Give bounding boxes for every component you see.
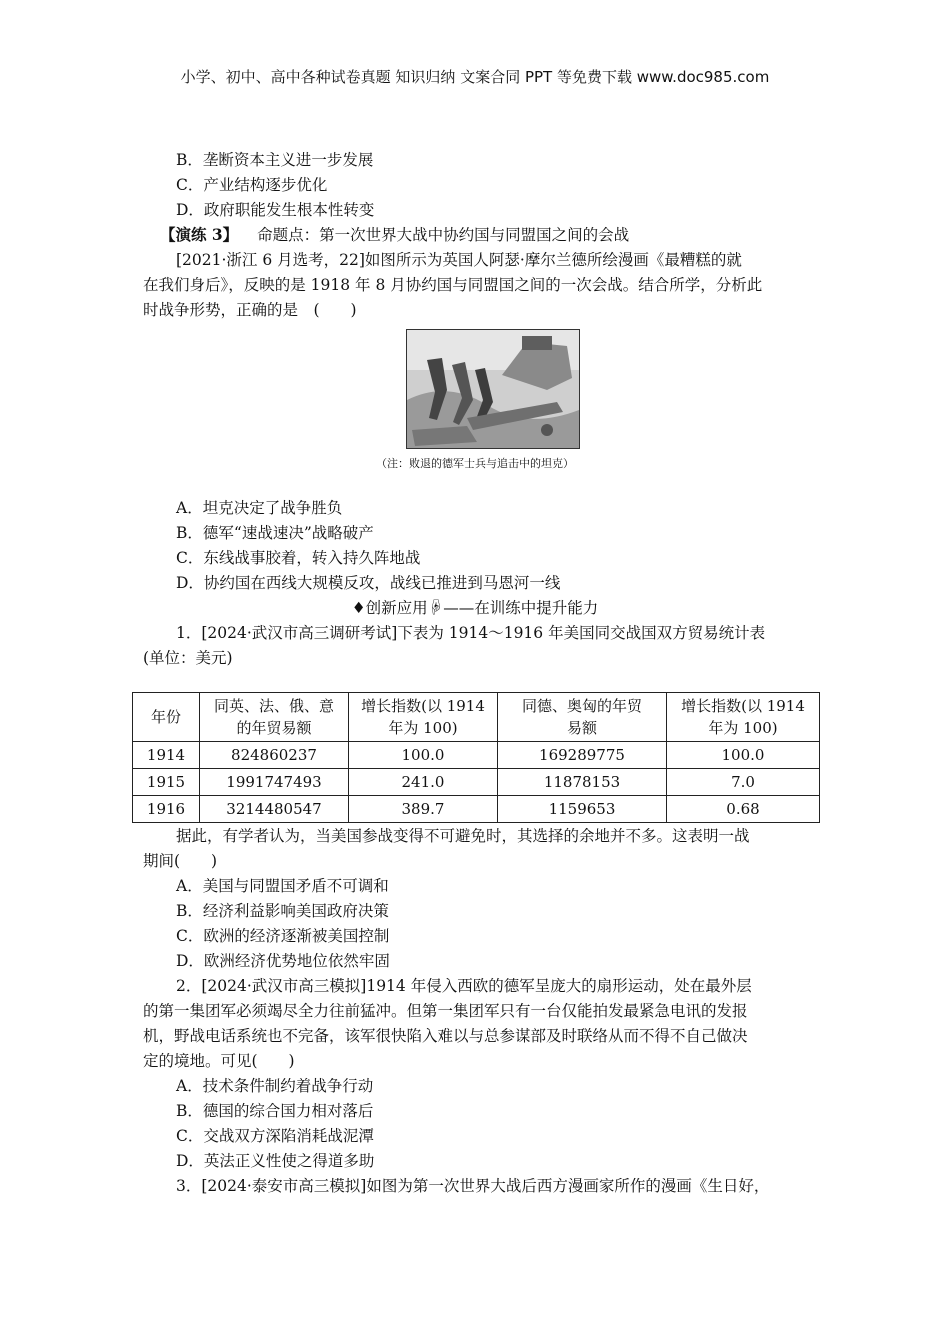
- prev-option-b: B．垄断资本主义进一步发展: [176, 151, 374, 169]
- cell: 389.7: [349, 796, 498, 823]
- col-allies-index: 增长指数(以 1914 年为 100): [349, 693, 498, 742]
- col-year: 年份: [133, 693, 200, 742]
- table-row: [133, 796, 820, 823]
- cell: 1916: [133, 796, 200, 823]
- q1-option-c: C．欧洲的经济逐渐被美国控制: [176, 927, 390, 945]
- drill3-option-c: C．东线战事胶着，转入持久阵地战: [176, 549, 421, 567]
- cell: 3214480547: [200, 796, 349, 823]
- table-row: [133, 769, 820, 796]
- section-title: 创新应用: [365, 599, 428, 617]
- prev-option-c: C．产业结构逐步优化: [176, 176, 328, 194]
- drill3-label: 【演练 3】: [160, 225, 239, 244]
- q1-stem-line2: (单位：美元): [143, 649, 233, 667]
- q1-after-line2: 期间( ): [143, 852, 218, 870]
- section-subtitle: ——在训练中提升能力: [443, 599, 599, 617]
- cell: 169289775: [498, 742, 667, 769]
- q1-option-d: D．欧洲经济优势地位依然牢固: [176, 952, 390, 970]
- drill3-option-d: D．协约国在西线大规模反攻，战线已推进到马恩河一线: [176, 574, 561, 592]
- q3-stem-line1: 3．[2024·泰安市高三模拟]如图为第一次世界大战后西方漫画家所作的漫画《生日好，: [176, 1177, 770, 1195]
- site-banner: 小学、初中、高中各种试卷真题 知识归纳 文案合同 PPT 等免费下载 www.doc985.com: [180, 68, 770, 86]
- cartoon-image: [406, 329, 580, 449]
- q2-stem-line2: 的第一集团军必须竭尽全力往前猛冲。但第一集团军只有一台仅能拍发最紧急电讯的发报: [143, 1002, 748, 1020]
- trade-table: [132, 692, 820, 823]
- cell: 1915: [133, 769, 200, 796]
- section-heading: [0, 598, 950, 618]
- q1-after-line1: 据此，有学者认为，当美国参战变得不可避免时，其选择的余地并不多。这表明一战: [176, 827, 750, 845]
- q1-option-a: A．美国与同盟国矛盾不可调和: [176, 877, 389, 895]
- cell: 1159653: [498, 796, 667, 823]
- q2-option-c: C．交战双方深陷消耗战泥潭: [176, 1127, 374, 1145]
- cell: 7.0: [667, 769, 820, 796]
- cell: 241.0: [349, 769, 498, 796]
- drill3-stem-line2: 在我们身后》，反映的是 1918 年 8 月协约国与同盟国之间的一次会战。结合所学，分析此: [143, 276, 763, 294]
- cell: 100.0: [349, 742, 498, 769]
- cell: 11878153: [498, 769, 667, 796]
- q2-stem-line4: 定的境地。可见( ): [143, 1052, 295, 1070]
- col-central-index: 增长指数(以 1914 年为 100): [667, 693, 820, 742]
- q2-stem-line1: 2．[2024·武汉市高三模拟]1914 年侵入西欧的德军呈庞大的扇形运动，处在最外层: [176, 977, 752, 995]
- q2-stem-line3: 机，野战电话系统也不完备，该军很快陷入难以与总参谋部及时联络从而不得不自己做决: [143, 1027, 748, 1045]
- cell: 100.0: [667, 742, 820, 769]
- cell: 0.68: [667, 796, 820, 823]
- q2-option-a: A．技术条件制约着战争行动: [176, 1077, 374, 1095]
- drill3-stem-line3: 时战争形势，正确的是 ( ): [143, 301, 357, 319]
- drill3-topic: 命题点：第一次世界大战中协约国与同盟国之间的会战: [257, 226, 630, 244]
- q2-option-b: B．德国的综合国力相对落后: [176, 1102, 374, 1120]
- pen-icon: ♦: [351, 599, 366, 617]
- cell: 1991747493: [200, 769, 349, 796]
- cell: 1914: [133, 742, 200, 769]
- drill3-option-a: A．坦克决定了战争胜负: [176, 499, 343, 517]
- drill3-option-b: B．德军“速战速决”战略破产: [176, 524, 374, 542]
- cell: 824860237: [200, 742, 349, 769]
- col-allies-trade: 同英、法、俄、意 的年贸易额: [200, 693, 349, 742]
- q1-stem-line1: 1．[2024·武汉市高三调研考试]下表为 1914～1916 年美国同交战国双方贸易统计表: [176, 624, 766, 642]
- pointing-hand-icon: ☟: [427, 599, 444, 617]
- drill3-stem-line1: [2021·浙江 6 月选考，22]如图所示为英国人阿瑟·摩尔兰德所绘漫画《最糟糕的就: [176, 251, 742, 269]
- col-central-trade: 同德、奥匈的年贸 易额: [498, 693, 667, 742]
- table-header-row: [133, 693, 820, 742]
- table-row: [133, 742, 820, 769]
- drill3-heading: [160, 225, 629, 245]
- q2-option-d: D．英法正义性使之得道多助: [176, 1152, 375, 1170]
- q1-option-b: B．经济利益影响美国政府决策: [176, 902, 389, 920]
- figure-caption: （注：败退的德军士兵与追击中的坦克）: [376, 457, 574, 470]
- prev-option-d: D．政府职能发生根本性转变: [176, 201, 375, 219]
